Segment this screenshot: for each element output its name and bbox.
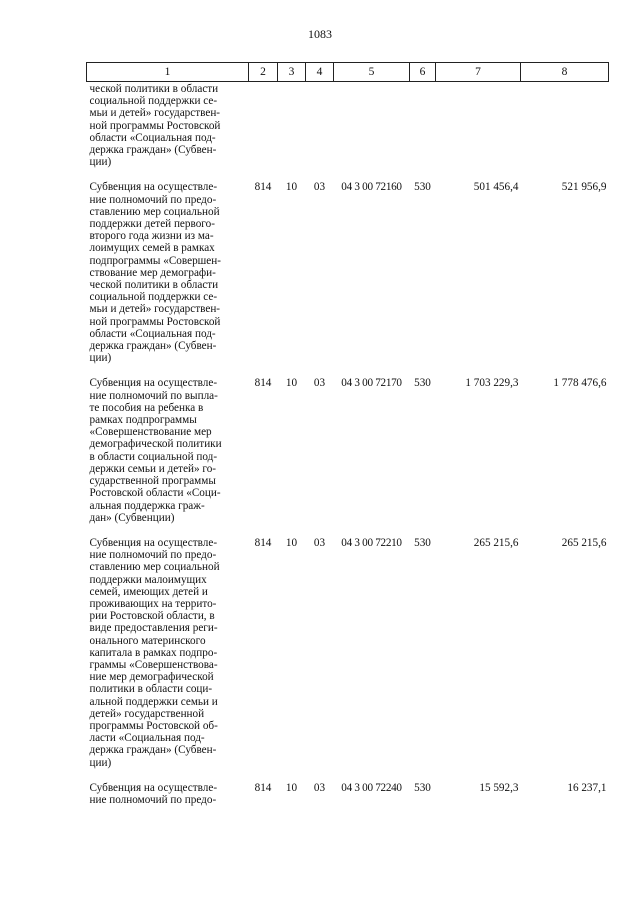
description-line: Субвенция на осуществле-: [89, 781, 218, 794]
description-line: онального материнского: [89, 634, 206, 647]
description-line: ческой политики в области: [89, 279, 219, 292]
description-line: политики в области соци-: [89, 683, 213, 696]
cell-target-article: 04 3 00 72160: [341, 181, 402, 194]
cell-amount-year2: 16 237,1: [567, 781, 607, 794]
cell-target-article: 04 3 00 72210: [341, 536, 402, 549]
column-header: 8: [521, 63, 609, 82]
cell-amount-year2: [521, 82, 609, 169]
column-header: 2: [249, 63, 278, 82]
description-line: рии Ростовской области, в: [89, 610, 215, 623]
description-line: те пособия на ребенка в: [89, 401, 204, 414]
cell-podrazdel: 03: [313, 781, 326, 794]
cell-target-article: [334, 82, 410, 169]
cell-razdel: 10: [285, 181, 298, 194]
description-line: дан» (Субвенции): [89, 511, 175, 524]
cell-amount-year2: 1 778 476,6: [553, 377, 607, 390]
description-line: Ростовской области «Соци-: [89, 487, 221, 500]
description-line: в области социальной под-: [89, 450, 218, 463]
cell-vedomstvo: 814: [254, 536, 272, 549]
description-line: социальной поддержки се-: [89, 291, 218, 304]
cell-description: [87, 524, 249, 769]
description-line: сударственной программы: [89, 475, 216, 488]
description-line: ции): [89, 156, 112, 169]
cell-expense-type: 530: [414, 536, 431, 549]
column-header: 4: [306, 63, 334, 82]
description-line: держка граждан» (Субвен-: [89, 144, 217, 157]
description-line: рамках подпрограммы: [89, 414, 197, 427]
cell-amount-year1: 1 703 229,3: [465, 377, 519, 390]
description-line: области «Социальная под-: [89, 131, 216, 144]
description-line: альной поддержки семьи и: [89, 695, 218, 708]
cell-amount-year2: 521 956,9: [561, 181, 607, 194]
description-line: лоимущих семей в рамках: [89, 242, 215, 255]
description-line: виде предоставления реги-: [89, 622, 218, 635]
description-line: ставлению мер социальной: [89, 205, 220, 218]
description-line: поддержки детей первого-: [89, 218, 215, 231]
cell-razdel: [278, 82, 306, 169]
cell-amount-year1: 265 215,6: [473, 536, 519, 549]
cell-razdel: 10: [285, 536, 298, 549]
description-line: ние мер демографической: [89, 671, 214, 684]
cell-description: [87, 769, 249, 806]
description-line: проживающих на террито-: [89, 597, 217, 610]
description-line: подпрограммы «Совершен-: [89, 254, 221, 267]
cell-podrazdel: 03: [313, 181, 326, 194]
cell-podrazdel: 03: [313, 536, 326, 549]
description-line: демографической политики: [89, 438, 222, 451]
description-line: программы Ростовской об-: [89, 719, 218, 732]
description-line: семей, имеющих детей и: [89, 585, 208, 598]
cell-podrazdel: [306, 82, 334, 169]
description-line: поддержки малоимущих: [89, 573, 207, 586]
cell-expense-type: [410, 82, 436, 169]
cell-razdel: 10: [285, 781, 298, 794]
description-line: «Совершенствование мер: [89, 426, 212, 439]
table-row: [87, 769, 609, 806]
description-line: мьи и детей» государствен-: [89, 303, 221, 316]
cell-description: [87, 82, 249, 169]
description-line: мьи и детей» государствен-: [89, 107, 221, 120]
description-line: ции): [89, 756, 112, 769]
cell-description: [87, 168, 249, 364]
table-row: [87, 524, 609, 769]
cell-target-article: 04 3 00 72170: [341, 377, 402, 390]
cell-podrazdel: 03: [313, 377, 326, 390]
cell-description: [87, 364, 249, 523]
description-line: ческой политики в области: [89, 83, 219, 95]
cell-amount-year2: 265 215,6: [561, 536, 607, 549]
cell-expense-type: 530: [414, 781, 431, 794]
description-line: ние полномочий по предо-: [89, 793, 217, 806]
column-header: 1: [87, 63, 249, 82]
cell-vedomstvo: 814: [254, 781, 272, 794]
column-header: 6: [410, 63, 436, 82]
cell-amount-year1: [436, 82, 521, 169]
cell-amount-year1: 501 456,4: [473, 181, 519, 194]
description-line: ной программы Ростовской: [89, 119, 221, 132]
description-line: Субвенция на осуществле-: [89, 377, 218, 390]
cell-expense-type: 530: [414, 181, 431, 194]
table-row: [87, 82, 609, 169]
description-line: ной программы Ростовской: [89, 315, 221, 328]
column-header: 5: [334, 63, 410, 82]
budget-table: [86, 62, 609, 806]
table-header-row: [87, 63, 609, 82]
description-line: области «Социальная под-: [89, 327, 216, 340]
column-header: 7: [436, 63, 521, 82]
description-line: держка граждан» (Субвен-: [89, 340, 217, 353]
description-line: Субвенция на осуществле-: [89, 181, 218, 194]
description-line: ствование мер демографи-: [89, 266, 216, 279]
table-row: [87, 364, 609, 523]
description-line: детей» государственной: [89, 707, 205, 720]
cell-razdel: 10: [285, 377, 298, 390]
cell-amount-year1: 15 592,3: [479, 781, 519, 794]
description-line: альная поддержка граж-: [89, 499, 205, 512]
description-line: ние полномочий по предо-: [89, 549, 217, 562]
description-line: граммы «Совершенствова-: [89, 658, 218, 671]
page-number: 1083: [308, 27, 332, 41]
description-line: социальной поддержки се-: [89, 95, 218, 108]
description-line: ласти «Социальная под-: [89, 732, 205, 745]
cell-vedomstvo: 814: [254, 377, 272, 390]
description-line: капитала в рамках подпро-: [89, 646, 218, 659]
description-line: ции): [89, 352, 112, 365]
description-line: ние полномочий по предо-: [89, 193, 217, 206]
description-line: ставлению мер социальной: [89, 561, 220, 574]
column-header: 3: [278, 63, 306, 82]
cell-vedomstvo: 814: [254, 181, 272, 194]
description-line: второго года жизни из ма-: [89, 230, 214, 243]
cell-expense-type: 530: [414, 377, 431, 390]
description-line: держка граждан» (Субвен-: [89, 744, 217, 757]
table-row: [87, 168, 609, 364]
cell-target-article: 04 3 00 72240: [341, 781, 402, 794]
description-line: держки семьи и детей» го-: [89, 462, 217, 475]
description-line: Субвенция на осуществле-: [89, 536, 218, 549]
description-line: ние полномочий по выпла-: [89, 389, 218, 402]
cell-vedomstvo: [249, 82, 278, 169]
